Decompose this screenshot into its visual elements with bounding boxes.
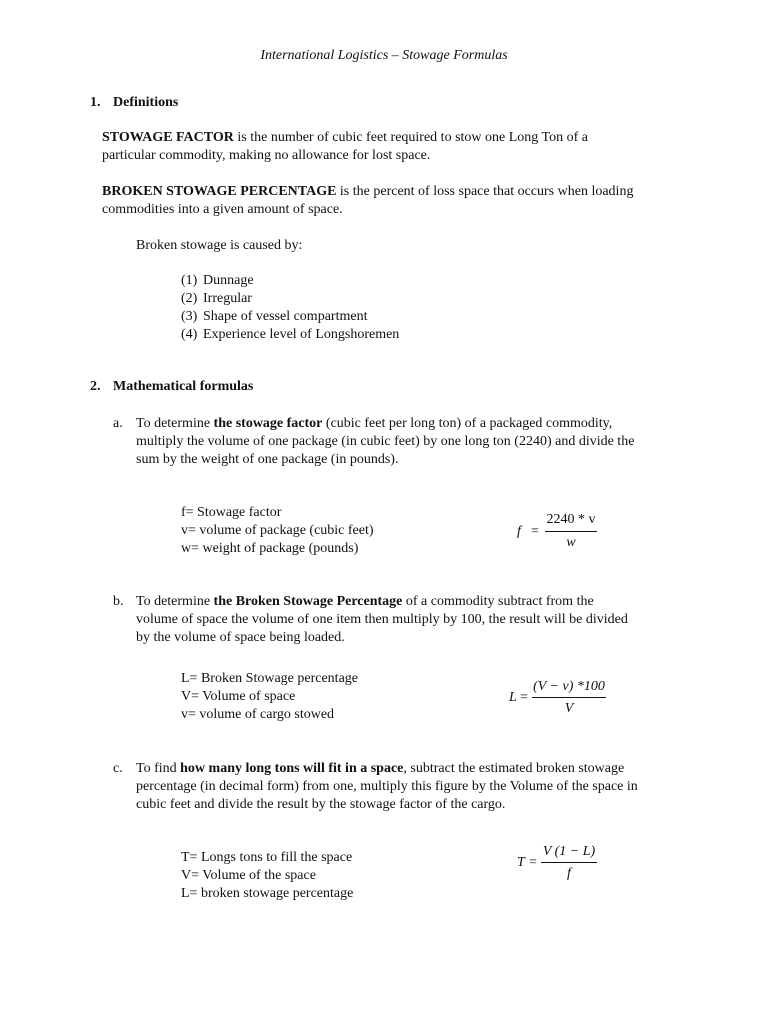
item-a-line3: sum by the weight of one package (in pounds). — [136, 452, 399, 467]
item-c-line1 — [136, 760, 624, 778]
formula-numerator: 2240 * v — [546, 512, 596, 527]
cause-text: Irregular — [203, 291, 252, 306]
formula-lhs: L — [509, 690, 517, 705]
fraction-bar — [545, 531, 597, 532]
item-a-line2: multiply the volume of one package (in cubic feet) by one long ton (2240) and divide the — [136, 434, 635, 449]
formula-numerator: V (1 − L) — [542, 844, 596, 859]
stowage-factor-definition-line2: particular commodity, making no allowance for lost space. — [102, 148, 431, 163]
cause-text: Dunnage — [203, 273, 254, 288]
formula-denominator: w — [566, 535, 576, 550]
item-c-line3: cubic feet and divide the result by the stowage factor of the cargo. — [136, 797, 506, 812]
formula-numerator: (V − v) *100 — [533, 679, 605, 694]
cause-item — [181, 272, 254, 290]
item-a-letter: a. — [113, 416, 123, 431]
formula-lhs: T — [517, 855, 525, 870]
broken-stowage-def-text: is the percent of loss space that occurs when loading — [336, 184, 634, 199]
variable-definition: v= volume of cargo stowed — [181, 707, 335, 722]
cause-number: (1) — [181, 273, 198, 288]
item-b-line3: by the volume of space being loaded. — [136, 630, 345, 645]
cause-number: (2) — [181, 291, 198, 306]
variable-definition: f= Stowage factor — [181, 505, 282, 520]
formula-lhs: f — [517, 524, 521, 539]
stowage-factor-def-text: is the number of cubic feet required to stow one Long Ton of a — [233, 130, 588, 145]
cause-item — [181, 326, 399, 344]
cause-number: (4) — [181, 327, 198, 342]
variable-definition: L= Broken Stowage percentage — [181, 671, 358, 686]
item-b-line2: volume of space the volume of one item then multiply by 100, the result will be divided — [136, 612, 628, 627]
variable-definition: V= Volume of space — [181, 689, 296, 704]
formula-denominator: V — [564, 701, 574, 716]
item-c-post: , subtract the estimated broken stowage — [403, 761, 625, 776]
item-b-letter: b. — [113, 594, 124, 609]
formula-equals: = — [531, 524, 539, 539]
item-a-bold: the stowage factor — [213, 416, 323, 431]
item-c-line2: percentage (in decimal form) from one, multiply this figure by the Volume of the space in — [136, 779, 638, 794]
cause-text: Shape of vessel compartment — [203, 309, 368, 324]
formula-denominator: f — [567, 866, 571, 881]
formula-equals: = — [529, 855, 537, 870]
causes-intro: Broken stowage is caused by: — [136, 238, 303, 253]
item-a-pre: To determine — [136, 416, 214, 431]
broken-stowage-definition-line2: commodities into a given amount of space. — [102, 202, 343, 217]
item-a-post: (cubic feet per long ton) of a packaged commodity, — [322, 416, 613, 431]
cause-number: (3) — [181, 309, 198, 324]
page-title: International Logistics – Stowage Formulas — [260, 48, 508, 63]
cause-text: Experience level of Longshoremen — [203, 327, 400, 342]
section-2-heading: Mathematical formulas — [113, 379, 254, 394]
section-2-number: 2. — [90, 379, 101, 394]
stowage-factor-term: STOWAGE FACTOR — [102, 130, 234, 145]
formula-equals: = — [520, 690, 528, 705]
fraction-bar — [541, 862, 597, 863]
item-a-line1 — [136, 415, 612, 433]
item-c-pre: To find — [136, 761, 181, 776]
variable-definition: V= Volume of the space — [181, 868, 316, 883]
item-b-post: of a commodity subtract from the — [402, 594, 594, 609]
cause-item — [181, 290, 252, 308]
variable-definition: T= Longs tons to fill the space — [181, 850, 353, 865]
broken-stowage-term: BROKEN STOWAGE PERCENTAGE — [102, 184, 337, 199]
variable-definition: L= broken stowage percentage — [181, 886, 354, 901]
variable-definition: w= weight of package (pounds) — [181, 541, 359, 556]
broken-stowage-definition-line1 — [102, 183, 633, 201]
item-b-line1 — [136, 593, 594, 611]
cause-item — [181, 308, 367, 326]
variable-definition: v= volume of package (cubic feet) — [181, 523, 374, 538]
section-1-heading: Definitions — [113, 95, 179, 110]
section-1-number: 1. — [90, 95, 101, 110]
item-b-pre: To determine — [136, 594, 214, 609]
item-c-letter: c. — [113, 761, 123, 776]
item-c-bold: how many long tons will fit in a space — [180, 761, 404, 776]
fraction-bar — [532, 697, 606, 698]
item-b-bold: the Broken Stowage Percentage — [213, 594, 403, 609]
stowage-factor-definition-line1 — [102, 129, 588, 147]
